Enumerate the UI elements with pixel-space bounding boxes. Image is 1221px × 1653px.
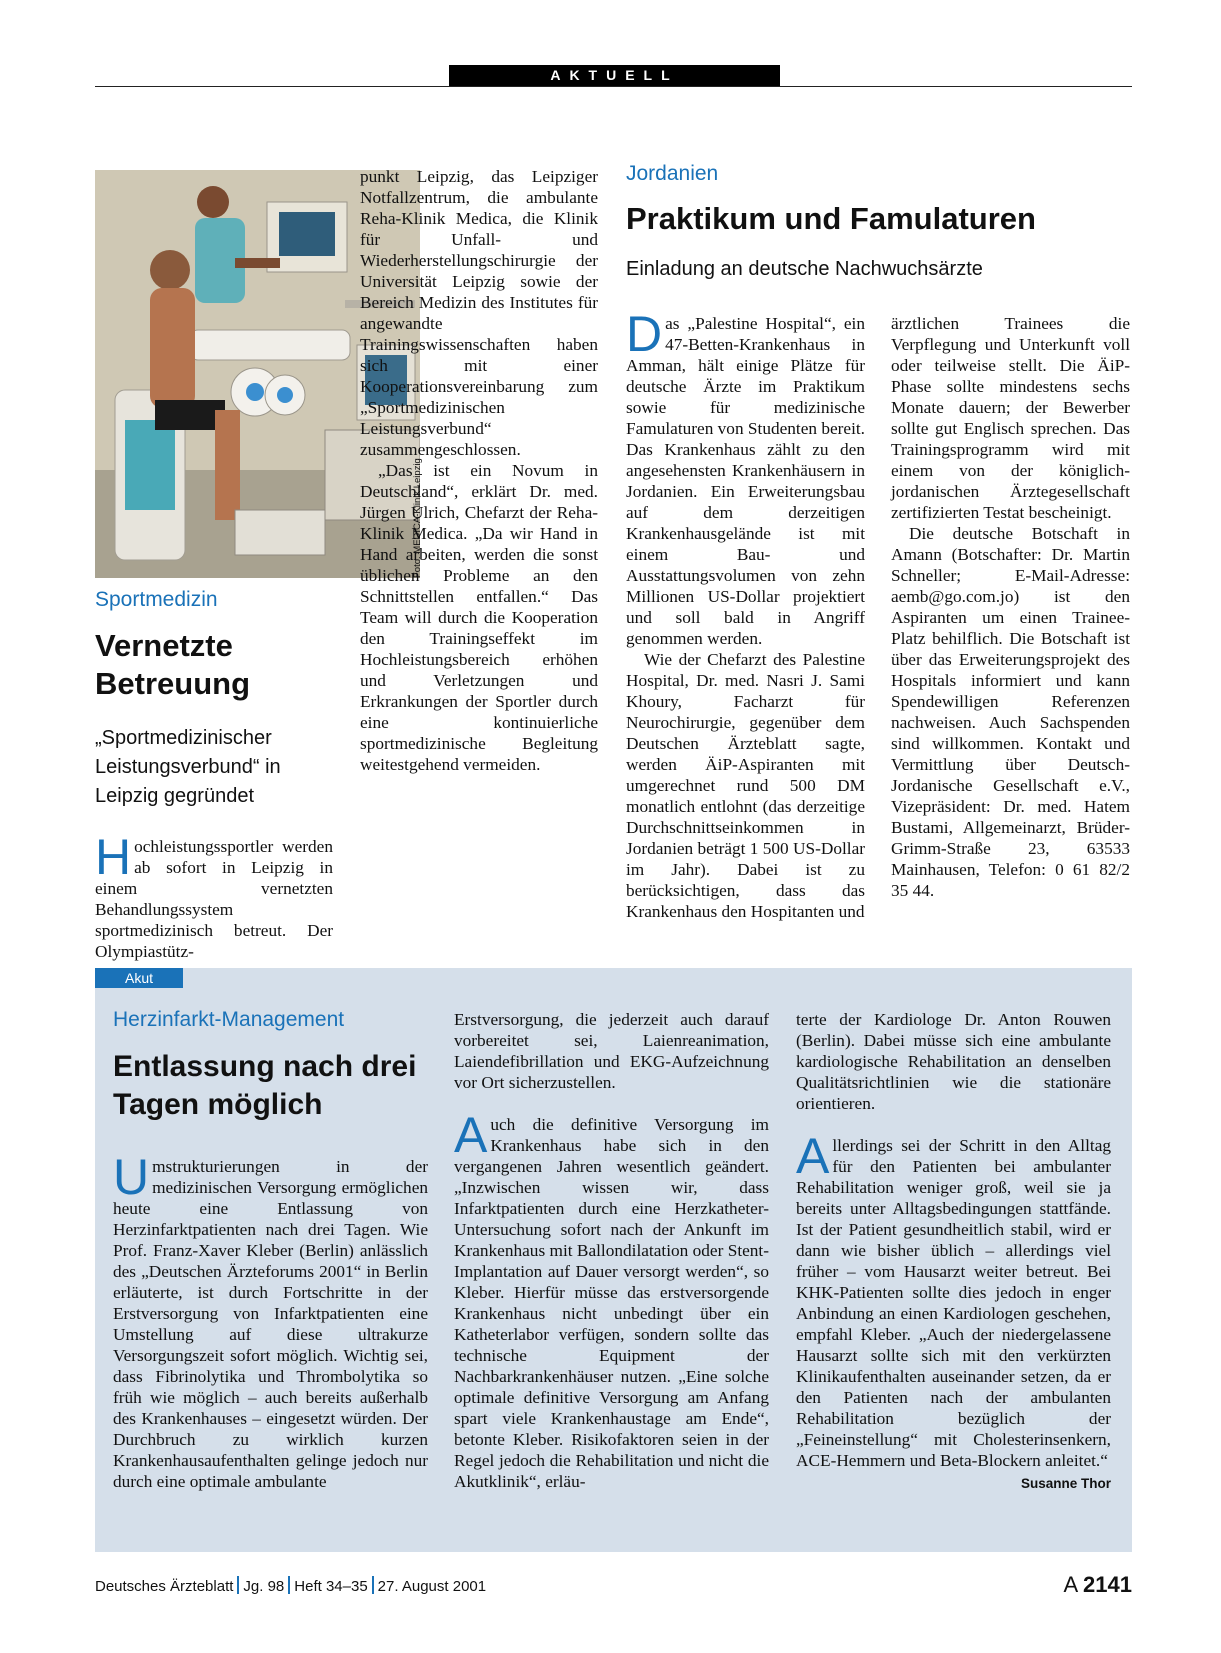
- jordan-column-2: [891, 313, 1130, 901]
- jordan-subline: Einladung an deutsche Nachwuchsärzte: [626, 258, 983, 280]
- jordan-headline: Praktikum und Famulaturen: [626, 201, 1036, 236]
- dropcap: A: [454, 1107, 488, 1163]
- akut-col3-paragraph-1: terte der Kardiologe Dr. Anton Rouwen (Berlin). Dabei müsse sich eine ambulante kardiologische Rehabilitation an denselben Qualitätsrichtlinien wie die stationäre orientieren.: [796, 1010, 1111, 1113]
- page-number: [1063, 1572, 1132, 1598]
- jordan-col2-paragraph-1: ärztlichen Trainees die Verpflegung und Unterkunft voll oder teilweise stellt. Die ÄiP-Phase sollte mindestens sechs Monate dauern; der Bewerber sollte gut Englisch sprechen. Das Trainingsprogramm wird mit einem von der königlich-jordanischen Ärztegesellschaft zertifizierten Testat bescheinigt.: [891, 314, 1130, 522]
- sport-column-1: [95, 829, 333, 962]
- journal-volume: Jg. 98: [243, 1578, 285, 1595]
- journal-name: Deutsches Ärzteblatt: [95, 1578, 234, 1595]
- sport-subline: „Sportmedizinischer Leistungsverbund“ in Leipzig gegründet: [95, 727, 281, 807]
- akut-kicker: Herzinfarkt-Management: [113, 1008, 345, 1031]
- journal-date: 27. August 2001: [377, 1578, 487, 1595]
- jordan-col1-paragraph-1: as „Palestine Hospital“, ein 47-Betten-Krankenhaus in Amman, hält einige Plätze für deutsche Ärzte im Praktikum sowie für medizinische Famulaturen von Studenten bereit. Das Krankenhaus zählt zu den angesehensten Krankenhäusern in Jordanien. Ein Erweiterungsbau auf dem derzeitigen Krankenhausgelände ist mit einem Bau- und Ausstattungsvolumen von zehn Millionen US-Dollar projektiert und soll bald in Angriff genommen werden.: [626, 314, 866, 648]
- sport-col2-paragraph-1: punkt Leipzig, das Leipziger Notfallzentrum, die ambulante Reha-Klinik Medica, die Klinik für Unfall- und Wiederherstellungschirurgie der Universität Leipzig sowie der Bereich Medizin des Institutes für angewandte Trainingswissenschaften haben sich mit einer Kooperationsvereinbarung zum „Sportmedizinischen Leistungsverbund“ zusammengeschlossen.: [360, 167, 598, 459]
- akut-col3-paragraph-2: llerdings sei der Schritt in den Alltag für den Patienten bei ambulanter Rehabilitation weniger groß, weil sie ja bereits unter Alltagsbedingungen stattfände. Ist der Patient gesundheitlich stabil, wird er dann wie bisher üblich – allerdings viel früher – vom Hausarzt weiter betreut. Bei KHK-Patienten sollte dies jedoch in enger Anbindung an einen Kardiologen geschehen, empfahl Kleber. „Auch der niedergelassene Hausarzt sollte sich mit den verkürzten Klinikaufenthalten auseinander setzen, da er den Patienten nach der ambulanten Rehabilitation bezüglich der „Feineinstellung“ mit Cholesterinsenkern, ACE-Hemmern und Beta-Blockern anleitet.“: [796, 1136, 1111, 1470]
- akut-headline: Entlassung nach drei Tagen möglich: [113, 1050, 417, 1121]
- header-rule: [95, 86, 1132, 87]
- footer-separator: [288, 1576, 290, 1594]
- jordan-col2-paragraph-2: Die deutsche Botschaft in Amann (Botschafter: Dr. Martin Schneller; E-Mail-Adresse: aemb@go.com.jo) ist den Aspiranten um einen Trainee-Platz behilflich. Die Botschaft ist über das Erweiterungsprojekt des Hospitals informiert und kann Spendewilligen Referenzen nachweisen. Auch Sachspenden sind willkommen. Kontakt und Vermittlung über Deutsch-Jordanische Gesellschaft e.V., Vizepräsident: Dr. med. Hatem Bustami, Allgemeinarzt, Brüder-Grimm-Straße 23, 63533 Mainhausen, Telefon: 0 61 82/2 35 44.: [891, 524, 1130, 900]
- dropcap: U: [113, 1149, 150, 1205]
- akut-col2-paragraph-1: Erstversorgung, die jederzeit auch darauf vorbereitet sei, Laienreanimation, Laiendefibrillation und EKG-Aufzeichnung vor Ort sicherzustellen.: [454, 1010, 769, 1092]
- page-number-value: 2141: [1083, 1572, 1132, 1597]
- page-prefix: A: [1063, 1572, 1077, 1597]
- sport-column-2: [360, 166, 598, 775]
- sport-col1-text: ochleistungssportler werden ab sofort in Leipzig in einem vernetzten Behandlungssystem sportmedizinisch betreut. Der Olympiastütz-: [95, 837, 333, 961]
- jordan-column-1: [626, 306, 866, 922]
- footer-separator: [372, 1576, 374, 1594]
- akut-tab: Akut: [95, 968, 183, 988]
- journal-issue: Heft 34–35: [294, 1578, 368, 1595]
- sport-col2-paragraph-2: „Das ist ein Novum in Deutschland“, erklärt Dr. med. Jürgen Ulrich, Chefarzt der Reha-Klinik Medica. „Da wir Hand in Hand arbeiten, werden die sonst üblichen Probleme an den Schnittstellen entfallen.“ Das Team will durch die Kooperation den Trainingseffekt im Hochleistungsbereich erhöhen und Verletzungen und Erkrankungen der Sportler durch eine kontinuierliche sportmedizinische Begleitung weitestgehend vermeiden.: [360, 461, 598, 774]
- page-footer: [95, 1572, 1132, 1600]
- photo-credit: Foto: MEDICA-Klinik Leipzig: [412, 458, 423, 578]
- dropcap: A: [796, 1128, 830, 1184]
- dropcap: D: [626, 306, 663, 362]
- akut-col2-paragraph-2: uch die definitive Versorgung im Krankenhaus habe sich in den vergangenen Jahren wesentlich geändert. „Inzwischen wissen wir, dass Infarktpatienten durch eine Herzkatheter-Untersuchung sofort nach der Ankunft im Krankenhaus mit Ballondilatation oder Stent-Implantation auf Dauer versorgt werden“, so Kleber. Hierfür müsse das erstversorgende Krankenhaus nicht unbedingt über ein Katheterlabor verfügen, sondern sollte das technische Equipment der Nachbarkrankenhäuser nutzen. „Eine solche optimale definitive Versorgung am Anfang spart viele Krankenhaustage am Ende“, betonte Kleber. Risikofaktoren seien in der Regel jedoch die Rehabilitation und nicht die Akutklinik“, erläu-: [454, 1115, 769, 1491]
- jordan-col1-paragraph-2: Wie der Chefarzt des Palestine Hospital, Dr. med. Nasri J. Sami Khoury, Facharzt für Neurochirurgie, gegenüber dem Deutschen Ärzteblatt sagte, werden ÄiP-Aspiranten mit umgerechnet rund 500 DM monatlich entlohnt (das derzeitige Durchschnittseinkommen in Jordanien beträgt 1 500 US-Dollar im Jahr). Dabei ist zu berücksichtigen, dass das Krankenhaus den Hospitanten und: [626, 650, 866, 921]
- sport-headline: Vernetzte Betreuung: [95, 628, 250, 701]
- akut-col1-text: mstrukturierungen in der medizinischen Versorgung ermöglichen heute eine Entlassung von Herzinfarktpatienten nach drei Tagen. Wie Prof. Franz-Xaver Kleber (Berlin) anlässlich des „Deutschen Ärzteforums 2001“ in Berlin erläuterte, ist durch Fortschritte in der Erstversorgung von Infarktpatienten eine Umstellung auf diese ultrakurze Versorgungszeit sofort möglich. Wichtig sei, dass Fibrinolytika und Thrombolytika so früh wie möglich – auch bereits außerhalb des Krankenhauses – eingesetzt würden. Der Durchbruch zu wirklich kurzen Krankenhausaufenthalten gelinge jedoch nur durch eine optimale ambulante: [113, 1157, 428, 1491]
- footer-separator: [237, 1576, 239, 1594]
- jordan-kicker: Jordanien: [626, 162, 719, 185]
- dropcap: H: [95, 829, 132, 885]
- section-label: AKTUELL: [449, 65, 780, 86]
- akut-column-2: [454, 1009, 769, 1492]
- akut-column-3: [796, 1009, 1111, 1494]
- sport-kicker: Sportmedizin: [95, 588, 218, 611]
- akut-column-1: [113, 1149, 428, 1492]
- author-name: Susanne Thor: [1020, 1476, 1111, 1491]
